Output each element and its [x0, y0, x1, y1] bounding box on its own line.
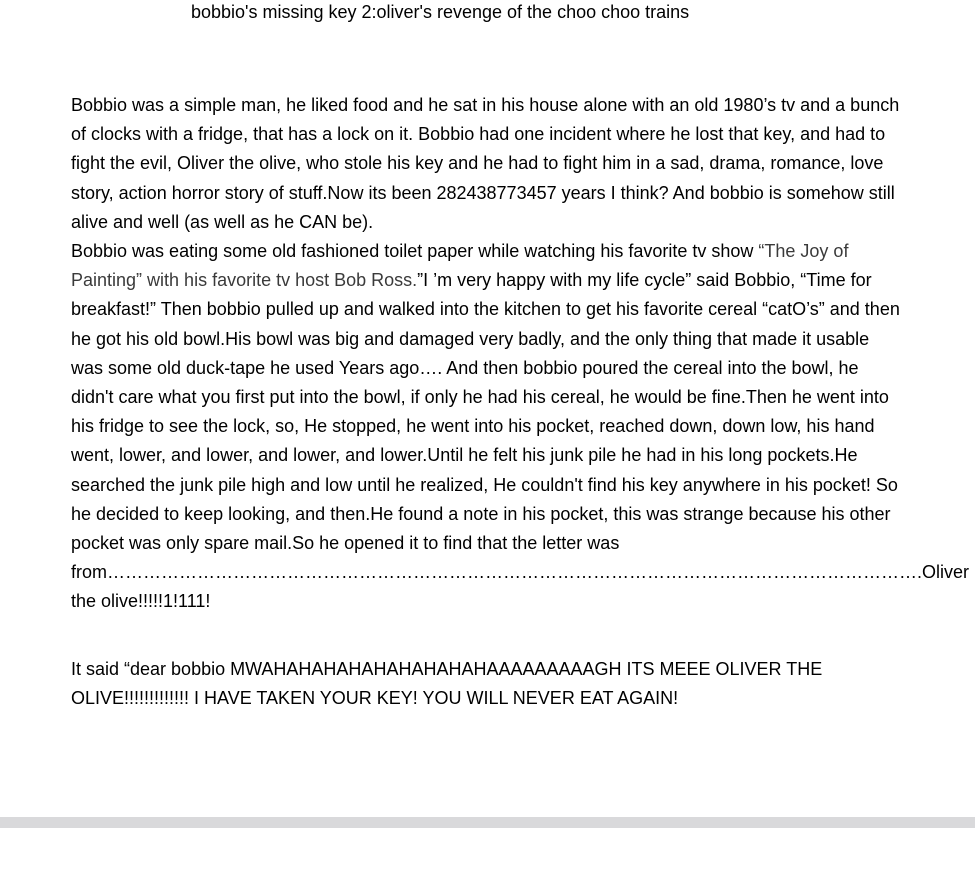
paragraph-2-show-name: “The Joy of Painting” with his favorite tv host Bob Ross.: [71, 241, 849, 291]
paragraph-3: It said “dear bobbio MWAHAHAHAHAHAHAHAHAHAAAAAAAAAGH ITS MEEE OLIVER THE OLIVE!!!!!!!!!!!!! I HAVE TAKEN YOUR KEY! YOU WILL NEVER EAT AGAIN!: [71, 658, 823, 708]
document-body[interactable]: [71, 91, 970, 713]
horizontal-scrollbar[interactable]: [0, 817, 975, 828]
document-title: bobbio's missing key 2:oliver's revenge of the choo choo trains: [191, 2, 690, 22]
paragraph-gap: [71, 617, 901, 655]
paragraph-2-start: Bobbio was eating some old fashioned toilet paper while watching his favorite tv show: [71, 241, 759, 262]
paragraph-2: [71, 237, 970, 617]
paragraph-2-rest: ”I ’m very happy with my life cycle” said Bobbio, “Time for breakfast!” Then bobbio pulled up and walked into the kitchen to get his favorite cereal “catO’s” and then he got his old bowl.His bowl was big and damaged very badly, and the only thing that made it usable was some old duck-tape he used Years ago…. And then bobbio poured the cereal into the bowl, he didn't care what you first put into the bowl, if only he had his cereal, he would be fine.Then he went into his fridge to see the lock, so, He stopped, he went into his pocket, reached down, down low, his hand went, lower, and lower, and lower, and lower.Until he felt his junk pile he had in his long pockets.He searched the junk pile high and low until he realized, He couldn't find his key anywhere in his pocket! So he decided to keep looking, and then.He found a note in his pocket, this was strange because his other pocket was only spare mail.So he opened it to find that the letter was from……………………………………………………………………………………………………………………….Oliver the olive!!!!!1!111!: [71, 270, 970, 612]
paragraph-1: Bobbio was a simple man, he liked food and he sat in his house alone with an old 1980’s tv and a bunch of clocks with a fridge, that has a lock on it. Bobbio had one incident where he lost that key, and had to fight the evil, Oliver the olive, who stole his key and he had to fight him in a sad, drama, romance, love story, action horror story of stuff.Now its been 282438773457 years I think? And bobbio is somehow still alive and well (as well as he CAN be).: [71, 95, 900, 232]
